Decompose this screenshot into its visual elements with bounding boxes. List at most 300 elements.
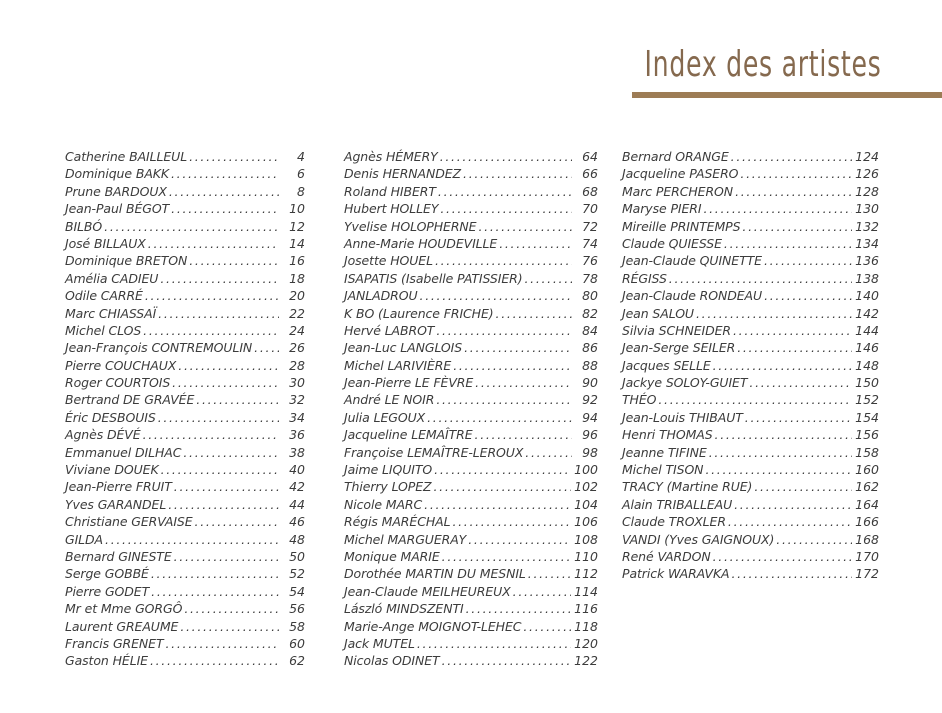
- index-entry: [344, 148, 598, 165]
- index-entry: [622, 270, 879, 287]
- artist-name: Patrick WARAVKA: [622, 566, 730, 582]
- artist-name: Monique MARIE: [344, 548, 440, 564]
- index-column-3: [622, 148, 879, 583]
- artist-name: Agnès DÉVÉ: [65, 427, 141, 443]
- artist-name: JANLADROU: [344, 288, 418, 304]
- dot-leader: [669, 270, 852, 287]
- dot-leader: [436, 391, 572, 408]
- index-entry: [65, 339, 305, 356]
- dot-leader: [734, 496, 852, 513]
- artist-name: Nicolas ODINET: [344, 653, 440, 669]
- page-number: 12: [289, 218, 305, 234]
- dot-leader: [713, 548, 853, 565]
- dot-leader: [189, 148, 279, 165]
- dot-leader: [724, 235, 852, 252]
- index-entry: [344, 339, 598, 356]
- artist-name: Michel TISON: [622, 462, 704, 478]
- title-rule: [632, 92, 942, 98]
- page-number: 150: [855, 375, 879, 391]
- artist-name: Henri THOMAS: [622, 427, 713, 443]
- artist-name: Hubert HOLLEY: [344, 201, 439, 217]
- dot-leader: [440, 200, 572, 217]
- index-entry: [65, 409, 305, 426]
- index-entry: [622, 235, 879, 252]
- page-number: 66: [582, 166, 598, 182]
- page-number: 164: [855, 496, 879, 512]
- artist-name: Jeanne TIFINE: [622, 444, 707, 460]
- page-number: 72: [582, 218, 598, 234]
- index-entry: [65, 513, 305, 530]
- page-number: 46: [289, 514, 305, 530]
- index-entry: [344, 374, 598, 391]
- artist-name: K BO (Laurence FRICHE): [344, 305, 494, 321]
- page-number: 116: [574, 601, 598, 617]
- dot-leader: [463, 165, 572, 182]
- dot-leader: [742, 218, 852, 235]
- artist-name: Maryse PIERI: [622, 201, 702, 217]
- page-number: 34: [289, 409, 305, 425]
- page-number: 68: [582, 183, 598, 199]
- page-number: 22: [289, 305, 305, 321]
- index-entry: [65, 374, 305, 391]
- dot-leader: [733, 322, 852, 339]
- page-number: 96: [582, 427, 598, 443]
- dot-leader: [740, 165, 852, 182]
- page-number: 30: [289, 375, 305, 391]
- index-entry: [344, 270, 598, 287]
- dot-leader: [764, 287, 852, 304]
- artist-name: Thierry LOPEZ: [344, 479, 432, 495]
- artist-name: BILBÓ: [65, 218, 103, 234]
- dot-leader: [523, 618, 571, 635]
- index-entry: [622, 426, 879, 443]
- dot-leader: [715, 426, 853, 443]
- artist-name: Michel LARIVIÈRE: [344, 357, 452, 373]
- page-number: 10: [289, 201, 305, 217]
- page-number: 16: [289, 253, 305, 269]
- page-number: 60: [289, 635, 305, 651]
- dot-leader: [745, 409, 852, 426]
- index-entry: [65, 478, 305, 495]
- dot-leader: [452, 513, 571, 530]
- page-number: 118: [574, 618, 598, 634]
- dot-leader: [171, 165, 279, 182]
- dot-leader: [145, 287, 279, 304]
- index-entry: [65, 565, 305, 582]
- index-entry: [622, 305, 879, 322]
- page-number: 26: [289, 340, 305, 356]
- artist-name: László MINDSZENTI: [344, 601, 464, 617]
- artist-name: Michel MARGUERAY: [344, 531, 467, 547]
- artist-name: Bernard ORANGE: [622, 149, 729, 164]
- index-entry: [344, 496, 598, 513]
- dot-leader: [703, 200, 852, 217]
- dot-leader: [440, 148, 572, 165]
- index-entry: [344, 600, 598, 617]
- index-entry: [622, 148, 879, 165]
- dot-leader: [172, 374, 279, 391]
- artist-name: Mr et Mme GORGÔ: [65, 601, 183, 617]
- page-number: 168: [855, 531, 879, 547]
- page-number: 158: [855, 444, 879, 460]
- dot-leader: [696, 305, 852, 322]
- artist-name: Roger COURTOIS: [65, 375, 171, 391]
- dot-leader: [764, 252, 852, 269]
- index-entry: [65, 548, 305, 565]
- index-entry: [344, 478, 598, 495]
- page-number: 18: [289, 270, 305, 286]
- artist-name: Jean-Louis THIBAUT: [622, 409, 743, 425]
- dot-leader: [435, 252, 572, 269]
- index-entry: [622, 374, 879, 391]
- index-entry: [344, 461, 598, 478]
- index-entry: [622, 513, 879, 530]
- index-entry: [344, 218, 598, 235]
- artist-name: Francis GRENET: [65, 635, 164, 651]
- index-entry: [65, 287, 305, 304]
- artist-name: André LE NOIR: [344, 392, 435, 408]
- page-number: 156: [855, 427, 879, 443]
- artist-name: Claude QUIESSE: [622, 235, 722, 251]
- artist-name: Jacqueline PASERO: [622, 166, 739, 182]
- dot-leader: [513, 583, 572, 600]
- dot-leader: [148, 235, 279, 252]
- dot-leader: [150, 652, 279, 669]
- index-entry: [65, 531, 305, 548]
- dot-leader: [143, 426, 279, 443]
- page-number: 36: [289, 427, 305, 443]
- page-number: 76: [582, 253, 598, 269]
- index-entry: [344, 391, 598, 408]
- page-number: 62: [289, 653, 305, 669]
- index-entry: [622, 496, 879, 513]
- page-number: 14: [289, 235, 305, 251]
- dot-leader: [104, 218, 279, 235]
- page-number: 166: [855, 514, 879, 530]
- dot-leader: [169, 183, 279, 200]
- artist-name: Jean-Pierre FRUIT: [65, 479, 172, 495]
- dot-leader: [174, 478, 279, 495]
- page-number: 70: [582, 201, 598, 217]
- page-number: 152: [855, 392, 879, 408]
- index-entry: [344, 513, 598, 530]
- artist-name: Éric DESBOUIS: [65, 409, 156, 425]
- page-number: 28: [289, 357, 305, 373]
- artist-name: ISAPATIS (Isabelle PATISSIER): [344, 270, 523, 286]
- dot-leader: [183, 444, 279, 461]
- index-entry: [344, 235, 598, 252]
- dot-leader: [158, 409, 279, 426]
- artist-name: Jack MUTEL: [344, 635, 415, 651]
- dot-leader: [658, 391, 852, 408]
- index-entry: [344, 635, 598, 652]
- dot-leader: [166, 635, 280, 652]
- dot-leader: [475, 374, 572, 391]
- page-number: 6: [297, 166, 305, 182]
- artist-name: Roland HIBERT: [344, 183, 436, 199]
- index-entry: [65, 252, 305, 269]
- page-number: 88: [582, 357, 598, 373]
- artist-name: Gaston HÉLIE: [65, 653, 148, 669]
- page-number: 132: [855, 218, 879, 234]
- artist-name: Emmanuel DILHAC: [65, 444, 182, 460]
- index-entry: [344, 531, 598, 548]
- dot-leader: [528, 565, 571, 582]
- dot-leader: [466, 600, 572, 617]
- artist-name: Marc PERCHERON: [622, 183, 734, 199]
- artist-name: Silvia SCHNEIDER: [622, 322, 731, 338]
- index-entry: [344, 287, 598, 304]
- page-number: 122: [574, 653, 598, 669]
- dot-leader: [427, 409, 572, 426]
- artist-name: Michel CLOS: [65, 322, 142, 338]
- artist-name: RÉGISS: [622, 270, 667, 286]
- artist-name: Laurent GREAUME: [65, 618, 179, 634]
- page-number: 136: [855, 253, 879, 269]
- dot-leader: [178, 357, 279, 374]
- index-entry: [344, 322, 598, 339]
- dot-leader: [442, 652, 572, 669]
- index-entry: [65, 165, 305, 182]
- dot-leader: [754, 478, 852, 495]
- index-entry: [344, 409, 598, 426]
- dot-leader: [254, 339, 279, 356]
- artist-name: Anne-Marie HOUDEVILLE: [344, 235, 498, 251]
- dot-leader: [475, 426, 572, 443]
- artist-name: Françoise LEMAÎTRE-LEROUX: [344, 444, 524, 460]
- dot-leader: [151, 565, 279, 582]
- index-entry: [344, 426, 598, 443]
- artist-name: Prune BARDOUX: [65, 183, 167, 199]
- index-entry: [344, 305, 598, 322]
- page-number: 56: [289, 601, 305, 617]
- dot-leader: [196, 391, 279, 408]
- artist-name: Pierre GODET: [65, 583, 150, 599]
- artist-name: Denis HERNANDEZ: [344, 166, 462, 182]
- index-entry: [622, 339, 879, 356]
- index-entry: [622, 409, 879, 426]
- artist-name: Jaime LIQUITO: [344, 462, 433, 478]
- dot-leader: [151, 583, 279, 600]
- index-column-2: [344, 148, 598, 670]
- index-entry: [622, 357, 879, 374]
- index-column-1: [65, 148, 305, 670]
- page-number: 100: [574, 462, 598, 478]
- page-number: 110: [574, 548, 598, 564]
- index-entry: [622, 565, 879, 582]
- page-number: 74: [582, 235, 598, 251]
- page-number: 32: [289, 392, 305, 408]
- index-entry: [622, 461, 879, 478]
- dot-leader: [499, 235, 572, 252]
- page-number: 42: [289, 479, 305, 495]
- index-entry: [65, 600, 305, 617]
- page-number: 98: [582, 444, 598, 460]
- artist-name: VANDI (Yves GAIGNOUX): [622, 531, 775, 547]
- dot-leader: [143, 322, 279, 339]
- artist-name: GILDA: [65, 531, 104, 547]
- artist-name: Jean-Claude MEILHEUREUX: [344, 583, 511, 599]
- index-entry: [344, 183, 598, 200]
- page-number: 102: [574, 479, 598, 495]
- artist-name: Jean-Paul BÉGOT: [65, 201, 170, 217]
- index-entry: [622, 548, 879, 565]
- artist-name: Régis MARÉCHAL: [344, 514, 451, 530]
- index-entry: [65, 218, 305, 235]
- dot-leader: [453, 357, 572, 374]
- dot-leader: [705, 461, 852, 478]
- index-entry: [65, 391, 305, 408]
- page-number: 146: [855, 340, 879, 356]
- page-number: 40: [289, 462, 305, 478]
- page-number: 114: [574, 583, 598, 599]
- dot-leader: [464, 339, 572, 356]
- dot-leader: [171, 200, 279, 217]
- artist-name: Serge GOBBÉ: [65, 566, 149, 582]
- artist-name: Dominique BAKK: [65, 166, 169, 182]
- dot-leader: [496, 305, 572, 322]
- page-number: 138: [855, 270, 879, 286]
- page-number: 94: [582, 409, 598, 425]
- index-entry: [344, 357, 598, 374]
- page-number: 52: [289, 566, 305, 582]
- page-number: 120: [574, 635, 598, 651]
- page-number: 126: [855, 166, 879, 182]
- dot-leader: [158, 305, 279, 322]
- index-entry: [65, 270, 305, 287]
- index-entry: [622, 183, 879, 200]
- index-entry: [65, 461, 305, 478]
- index-entry: [65, 305, 305, 322]
- artist-name: Hervé LABROT: [344, 322, 435, 338]
- dot-leader: [168, 496, 279, 513]
- index-entry: [622, 200, 879, 217]
- artist-name: Jean-Serge SEILER: [622, 340, 736, 356]
- index-entry: [622, 287, 879, 304]
- page-number: 92: [582, 392, 598, 408]
- page-number: 8: [297, 183, 305, 199]
- page-number: 58: [289, 618, 305, 634]
- dot-leader: [737, 339, 852, 356]
- page-number: 54: [289, 583, 305, 599]
- page-number: 90: [582, 375, 598, 391]
- index-entry: [344, 165, 598, 182]
- artist-name: Christiane GERVAISE: [65, 514, 193, 530]
- dot-leader: [105, 531, 279, 548]
- artist-name: Yvelise HOLOPHERNE: [344, 218, 477, 234]
- index-entry: [65, 235, 305, 252]
- dot-leader: [160, 270, 279, 287]
- artist-name: Jackye SOLOY-GUIET: [622, 375, 748, 391]
- index-entry: [344, 548, 598, 565]
- dot-leader: [161, 461, 279, 478]
- artist-name: Jean SALOU: [622, 305, 694, 321]
- artist-name: Viviane DOUEK: [65, 462, 159, 478]
- page-number: 144: [855, 322, 879, 338]
- artist-name: TRACY (Martine RUE): [622, 479, 753, 495]
- index-entry: [65, 444, 305, 461]
- artist-name: Bertrand DE GRAVÉE: [65, 392, 195, 408]
- index-entry: [65, 496, 305, 513]
- page-number: 20: [289, 288, 305, 304]
- page-number: 108: [574, 531, 598, 547]
- artist-name: Marie-Ange MOIGNOT-LEHEC: [344, 618, 522, 634]
- dot-leader: [478, 218, 572, 235]
- index-entry: [622, 218, 879, 235]
- dot-leader: [709, 444, 852, 461]
- dot-leader: [438, 183, 572, 200]
- index-entry: [622, 252, 879, 269]
- dot-leader: [417, 635, 571, 652]
- page-number: 162: [855, 479, 879, 495]
- page-number: 44: [289, 496, 305, 512]
- dot-leader: [174, 548, 279, 565]
- page-number: 172: [855, 566, 879, 582]
- dot-leader: [195, 513, 279, 530]
- dot-leader: [436, 322, 572, 339]
- artist-name: Marc CHIASSAÏ: [65, 305, 157, 321]
- page-number: 82: [582, 305, 598, 321]
- page-number: 112: [574, 566, 598, 582]
- index-entry: [65, 635, 305, 652]
- dot-leader: [525, 444, 572, 461]
- artist-name: Jacques SELLE: [622, 357, 711, 373]
- page-number: 80: [582, 288, 598, 304]
- index-columns: [65, 148, 879, 670]
- dot-leader: [180, 618, 279, 635]
- artist-name: Amélia CADIEU: [65, 270, 159, 286]
- dot-leader: [434, 478, 572, 495]
- artist-name: Mireille PRINTEMPS: [622, 218, 741, 234]
- index-entry: [65, 426, 305, 443]
- index-entry: [344, 583, 598, 600]
- index-entry: [344, 444, 598, 461]
- page-number: 106: [574, 514, 598, 530]
- dot-leader: [468, 531, 571, 548]
- index-entry: [344, 565, 598, 582]
- index-entry: [622, 391, 879, 408]
- artist-name: Yves GARANDEL: [65, 496, 167, 512]
- page-number: 154: [855, 409, 879, 425]
- artist-name: Josette HOUEL: [344, 253, 433, 269]
- index-entry: [65, 583, 305, 600]
- page-number: 48: [289, 531, 305, 547]
- index-entry: [344, 618, 598, 635]
- dot-leader: [442, 548, 571, 565]
- index-entry: [65, 200, 305, 217]
- page-number: 140: [855, 288, 879, 304]
- index-entry: [65, 357, 305, 374]
- dot-leader: [424, 496, 571, 513]
- artist-name: Catherine BAILLEUL: [65, 149, 188, 164]
- page-number: 148: [855, 357, 879, 373]
- page-number: 38: [289, 444, 305, 460]
- page-number: 128: [855, 183, 879, 199]
- artist-name: Jean-Luc LANGLOIS: [344, 340, 463, 356]
- artist-name: Julia LEGOUX: [344, 409, 426, 425]
- index-entry: [65, 322, 305, 339]
- index-entry: [622, 478, 879, 495]
- artist-name: Claude TROXLER: [622, 514, 726, 530]
- artist-name: Odile CARRÉ: [65, 288, 143, 304]
- artist-name: Agnès HÉMERY: [344, 149, 438, 164]
- dot-leader: [731, 148, 852, 165]
- index-entry: [344, 252, 598, 269]
- page-number: 50: [289, 548, 305, 564]
- dot-leader: [434, 461, 571, 478]
- page-title: [543, 44, 882, 85]
- index-entry: [622, 165, 879, 182]
